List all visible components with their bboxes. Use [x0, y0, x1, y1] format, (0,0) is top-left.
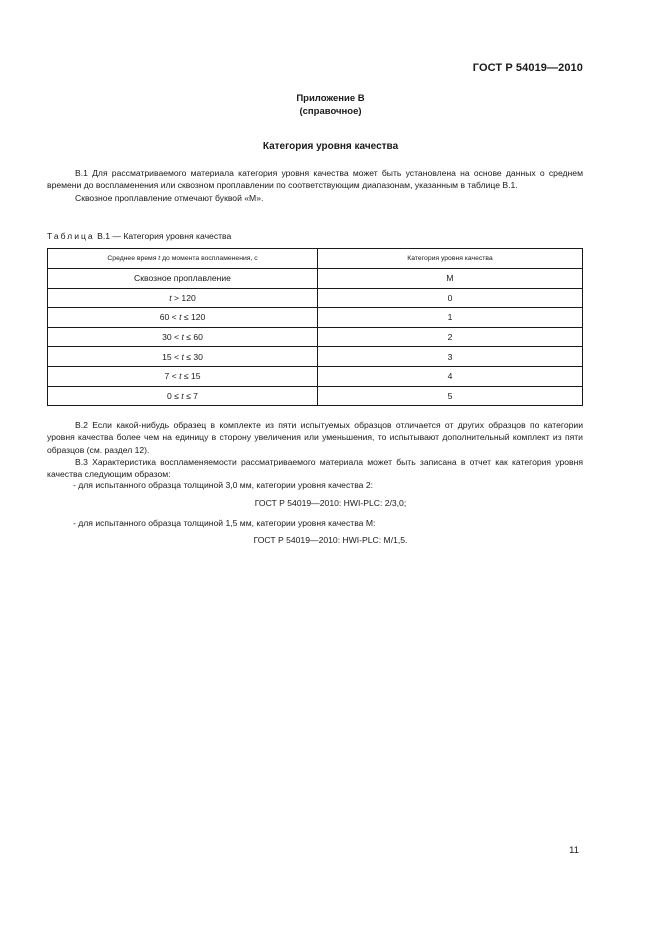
table-row: [48, 288, 583, 308]
category-cell: 2: [318, 327, 583, 347]
table-header-time: Среднее время t до момента воспламенения, с: [48, 249, 318, 269]
time-range-cell: Сквозное проплавление: [48, 269, 318, 289]
table-header-row: [48, 249, 583, 269]
example-code-2: ГОСТ Р 54019—2010: HWI-PLC: М/1,5.: [253, 535, 408, 545]
quality-category-table: [47, 248, 583, 406]
paragraph-b3: В.3 Характеристика воспламеняемости рассматриваемого материала может быть записана в отчет как категория уровня качества следующим образом:: [47, 456, 583, 480]
category-cell: 1: [318, 308, 583, 328]
table-header-category: Категория уровня качества: [318, 249, 583, 269]
time-range-cell: 15 < t ≤ 30: [48, 347, 318, 367]
table-caption-label: Таблица: [47, 231, 95, 241]
table-row: [48, 347, 583, 367]
table-row: [48, 366, 583, 386]
paragraph-b2-b3: [47, 419, 583, 480]
example-code-1: ГОСТ Р 54019—2010: HWI-PLC: 2/3,0;: [254, 498, 407, 508]
category-cell: 3: [318, 347, 583, 367]
table-row: [48, 386, 583, 406]
time-range-cell: 60 < t ≤ 120: [48, 308, 318, 328]
time-range-cell: 7 < t ≤ 15: [48, 366, 318, 386]
time-range-cell: t > 120: [48, 288, 318, 308]
appendix-title: Приложение В: [296, 93, 365, 104]
example-item-2: - для испытанного образца толщиной 1,5 мм, категории уровня качества М:: [73, 518, 376, 528]
category-cell: 0: [318, 288, 583, 308]
appendix-subtitle: (справочное): [299, 106, 362, 117]
table-row: [48, 269, 583, 289]
document-code: ГОСТ Р 54019—2010: [472, 62, 583, 74]
section-title: Категория уровня качества: [262, 141, 399, 152]
table-caption-text: В.1 — Категория уровня качества: [94, 231, 232, 241]
paragraph-b1: [47, 167, 583, 204]
time-range-cell: 0 ≤ t ≤ 7: [48, 386, 318, 406]
table-row: [48, 308, 583, 328]
table-caption: [47, 231, 231, 241]
category-cell: 5: [318, 386, 583, 406]
category-cell: 4: [318, 366, 583, 386]
paragraph-b2: В.2 Если какой-нибудь образец в комплекте из пяти испытуемых образцов отличается от других образцов по категории уровня качества более чем на единицу в сторону увеличения или уменьшения, то испытывают дополнительный комплект из пяти образцов (см. раздел 12).: [47, 420, 583, 455]
appendix-heading: [0, 92, 661, 118]
paragraph-b1-note: Сквозное проплавление отмечают буквой «М».: [75, 192, 264, 203]
example-item-1: - для испытанного образца толщиной 3,0 мм, категории уровня качества 2:: [73, 480, 373, 490]
category-cell: М: [318, 269, 583, 289]
table-row: [48, 327, 583, 347]
paragraph-b1-text: В.1 Для рассматриваемого материала категория уровня качества может быть установлена на основе данных о среднем времени до воспламенения или сквозном проплавлении по соответствующим диапазонам, указанным в таблице В.1.: [47, 168, 583, 191]
time-range-cell: 30 < t ≤ 60: [48, 327, 318, 347]
page-number: 11: [569, 845, 579, 856]
